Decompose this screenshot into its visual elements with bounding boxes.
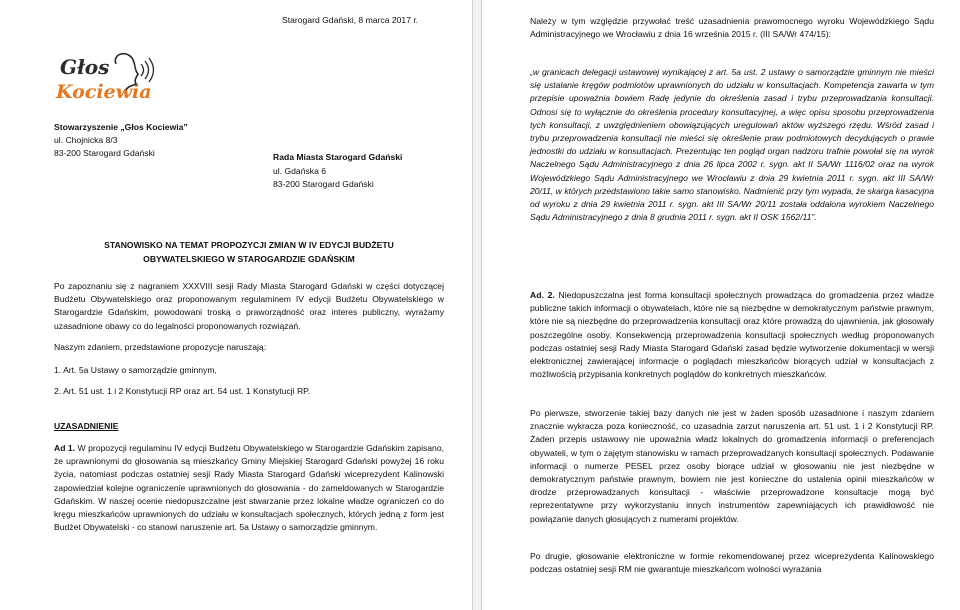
logo-word-kociewia: Kociewia [56,81,152,103]
section-heading-uzasadnienie: UZASADNIENIE [54,421,119,431]
title-line-1: STANOWISKO NA TEMAT PROPOZYCJI ZMIAN W IV EDYCJI BUDŻETU [104,240,394,250]
recipient-name: Rada Miasta Starogard Gdański [273,152,403,162]
document-title [54,238,444,266]
paragraph-second-point: Po drugie, głosowanie elektroniczne w formie rekomendowanej przez wiceprezydenta Kalinowskiego podczas ostatniej sesji RM nie gwarantuje mieszkańcom wolności wyrażania [530,551,934,575]
ad1-text: W propozycji regulaminu IV edycji Budżetu Obywatelskiego w Starogardzie Gdańskim zapisano, że uprawnionymi do głosowania są mieszkańcy Gminy Miejskiej Starogard Gdański powyżej 16 roku życia, natomiast podczas ostatniej sesji Rady Miasta Starogard Gdański wiceprezydent Kalinowski zapowiedział kolejne ograniczenie uprawnionych do głosowania - do zameldowanych w Starogardzie Gdańskim. W naszej ocenie niedopuszczalne jest stwarzanie przez lokalne władze ograniczeń co do kręgu mieszkańców uprawnionych do udziału w konsultacjach społecznych, których jedną z form jest Budżet Obywatelski - co stanowi naruszenie art. 5a Ustawy o samorządzie gminnym. [54,443,445,533]
ad2-paragraph [530,289,934,381]
list-item: 2. Art. 51 ust. 1 i 2 Konstytucji RP oraz art. 54 ust. 1 Konstytucji RP. [54,386,311,396]
ad1-label: Ad 1. [54,443,76,453]
ad2-text: Niedopuszczalna jest forma konsultacji społecznych prowadząca do gromadzenia przez władze publiczne takich informacji o obywatelach, które nie są niezbędne w demokratycznym państwie prawnym, które nie są niezbędne do przeprowadzenia konsultacji oraz które prowadzą do ujawnienia, jak głosowały poszczególne osoby. Konsekwencją przeprowadzenia konsultacji społecznych według proponowanych podczas ostatniej sesji Rady Miasta Starogard Gdański zasad będzie wytworzenie dokumentacji w wersji elektronicznej zawierającej informacje o poglądach mieszkańców biorących udział w konsultacjach z możliwością przypisania konkretnych poglądów do konkretnych mieszkańców. [530,290,934,380]
document-page-right [482,0,960,610]
sender-name: Stowarzyszenie „Głos Kociewia” [54,122,188,132]
title-line-2: OBYWATELSKIEGO W STAROGARDZIE GDAŃSKIM [143,254,355,264]
glos-kociewia-logo [54,50,164,116]
document-page-left [0,0,470,610]
court-ruling-quote: „w granicach delegacji ustawowej wynikającej z art. 5a ust. 2 ustawy o samorządzie gminnym nie mieści się ustalanie kręgów podmiotów uprawnionych do udziału w konsultacjach. Kompetencja zawarta w tym przepisie upoważnia bowiem Radę jedynie do określenia zasad i trybu przeprowadzania konsultacji. Odnosi się to wyłącznie do określenia procedury konsultacyjnej, a więc opisu sposobu przeprowadzenia tych konsultacji, z uwzględnieniem obowiązujących uregulowań aktów wyższego rzędu. Wśród zasad i trybu przeprowadzenia konsultacji nie mieści się określenie praw podmiotowych decydujących o prawie jednostki do udziału w konsultacjach. Prezentując ten pogląd organ nadzoru trafnie powołał się na wyrok Naczelnego Sądu Administracyjnego z dnia 26 lipca 2002 r. sygn. akt II SA/Wr 1116/02 oraz na wyrok Wojewódzkiego Sądu Administracyjnego we Wrocławiu z dnia 29 kwietnia 2011 r. sygn. akt III SA/Wr 20/11, w których przedstawiono takie samo stanowisko. Nadmienić przy tym wypada, że skarga kasacyjna od wyroku z dnia 29 kwietnia 2011 r. sygn. akt III SA/Wr 20/11 została oddalona wyrokiem Naczelnego Sądu Administracyjnego z dnia 8 grudnia 2011 r. sygn. akt II OSK 1562/11”. [530,67,934,223]
logo-graphic [54,50,164,116]
lead-sentence: Naszym zdaniem, przedstawione propozycje naruszają: [54,342,267,352]
ad2-label: Ad. 2. [530,290,555,300]
letter-date: Starogard Gdański, 8 marca 2017 r. [282,15,419,25]
recipient-city: 83-200 Starogard Gdański [273,179,374,190]
sender-address [54,121,188,161]
paragraph-first-point: Po pierwsze, stworzenie takiej bazy danych nie jest w żaden sposób uzasadnione i naszym zdaniem znacznie wykracza poza konieczność, co uzasadnia zarzut naruszenia art. 51 ust. 1 i 2 Konstytucji RP. Żaden przepis ustawowy nie upoważnia władz lokalnych do gromadzenia informacji o preferencjach obywateli, w tym o zajętym stanowisku w ramach przeprowadzanych konsultacji społecznych. Podawanie informacji o numerze PESEL przez osoby biorące udział w głosowaniu nie jest niezbędne w demokratycznym państwie prawnym, bowiem nie jest konieczne do ustalenia opinii mieszkańców w drodze przeprowadzanych konsultacji - właściwie przeprowadzone konsultacje mogą być reprezentatywne przy wykorzystaniu innych instrumentów zapewniających ich prawidłowość nie powiązanie danych głosujących z numerami projektów. [530,408,934,524]
logo-word-glos: Głos [60,55,110,79]
recipient-street: ul. Gdańska 6 [273,165,327,176]
ad1-paragraph [54,442,444,534]
sender-city: 83-200 Starogard Gdański [54,148,155,159]
page-separator [472,0,482,610]
intro-paragraph: Po zapoznaniu się z nagraniem XXXVIII sesji Rady Miasta Starogard Gdański w części dotyczącej Budżetu Obywatelskiego oraz proponowanym regulaminem IV edycji Budżetu Obywatelskiego w Starogardzie Gdańskim, powodowani troską o praworządność oraz interes publiczny, wyrażamy uzasadnione obawy co do legalności proponowanych rozwiązań. [54,281,444,331]
sender-street: ul. Chojnicka 8/3 [54,135,118,146]
list-item: 1. Art. 5a Ustawy o samorządzie gminnym, [54,365,217,375]
recipient-address [273,151,402,192]
court-ruling-intro: Należy w tym względzie przywołać treść uzasadnienia prawomocnego wyroku Wojewódzkiego Sądu Administracyjnego we Wrocławiu z dnia 16 września 2015 r. (III SA/Wr 474/15): [530,16,934,40]
sound-wave-icon [141,64,144,76]
